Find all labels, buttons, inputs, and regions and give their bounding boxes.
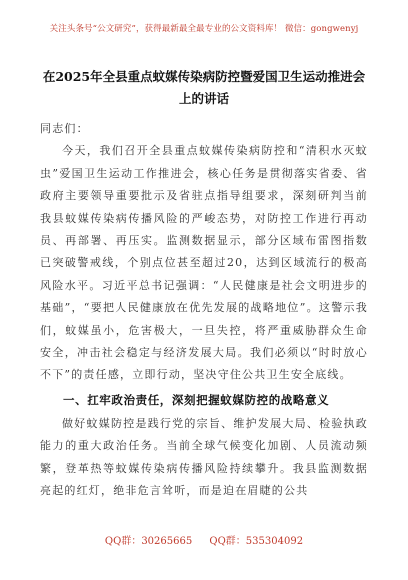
footer-qq-group-1: QQ群：30265665 — [104, 536, 193, 547]
footer-qq-groups — [0, 532, 408, 547]
section-heading: 一、扛牢政治责任，深刻把握蚊媒防控的战略意义 — [63, 392, 330, 407]
header-promo-text: 关注头条号“公文研究”，获得最新最全最专业的公文资料库！ 微信：gongwenyj — [49, 24, 359, 34]
document-body — [40, 118, 368, 503]
section-paragraph: 做好蚊媒防控是践行党的宗旨、维护发展大局、检验执政能力的重大政治任务。当前全球气候变化加剧、人员流动频繁，登革热等蚊媒传染病传播风险持续攀升。我县监测数据亮起的红灯，绝非危言耸听，而是迫在眉睫的公共 — [40, 416, 368, 498]
salutation: 同志们： — [40, 122, 89, 135]
document-title: 在2025年全县重点蚊媒传染病防控暨爱国卫生运动推进会上的讲话 — [42, 69, 366, 106]
body-paragraph: 今天，我们召开全县重点蚊媒传染病防控和“清积水灭蚊虫”爱国卫生运动工作推进会，核心任务是贯彻落实省委、省政府主要领导重要批示及省驻点指导组要求，深刻研判当前我县蚊媒传染病传播风险的严峻态势，对防控工作进行再动员、再部署、再压实。监测数据显示，部分区域布雷图指数已突破警戒线，个别点位甚至超过20，达到区域流行的极高风险水平。习近平总书记强调：“人民健康是社会文明进步的基础”，“要把人民健康放在优先发展的战略地位”。这警示我们，蚊媒虽小，危害极大，一旦失控，将严重威胁群众生命安全，冲击社会稳定与经济发展大局。我们必须以“时时放心不下”的责任感，立即行动，坚决守住公共卫生安全底线。 — [40, 144, 368, 382]
footer-qq-group-2: QQ群：535304092 — [209, 536, 304, 547]
